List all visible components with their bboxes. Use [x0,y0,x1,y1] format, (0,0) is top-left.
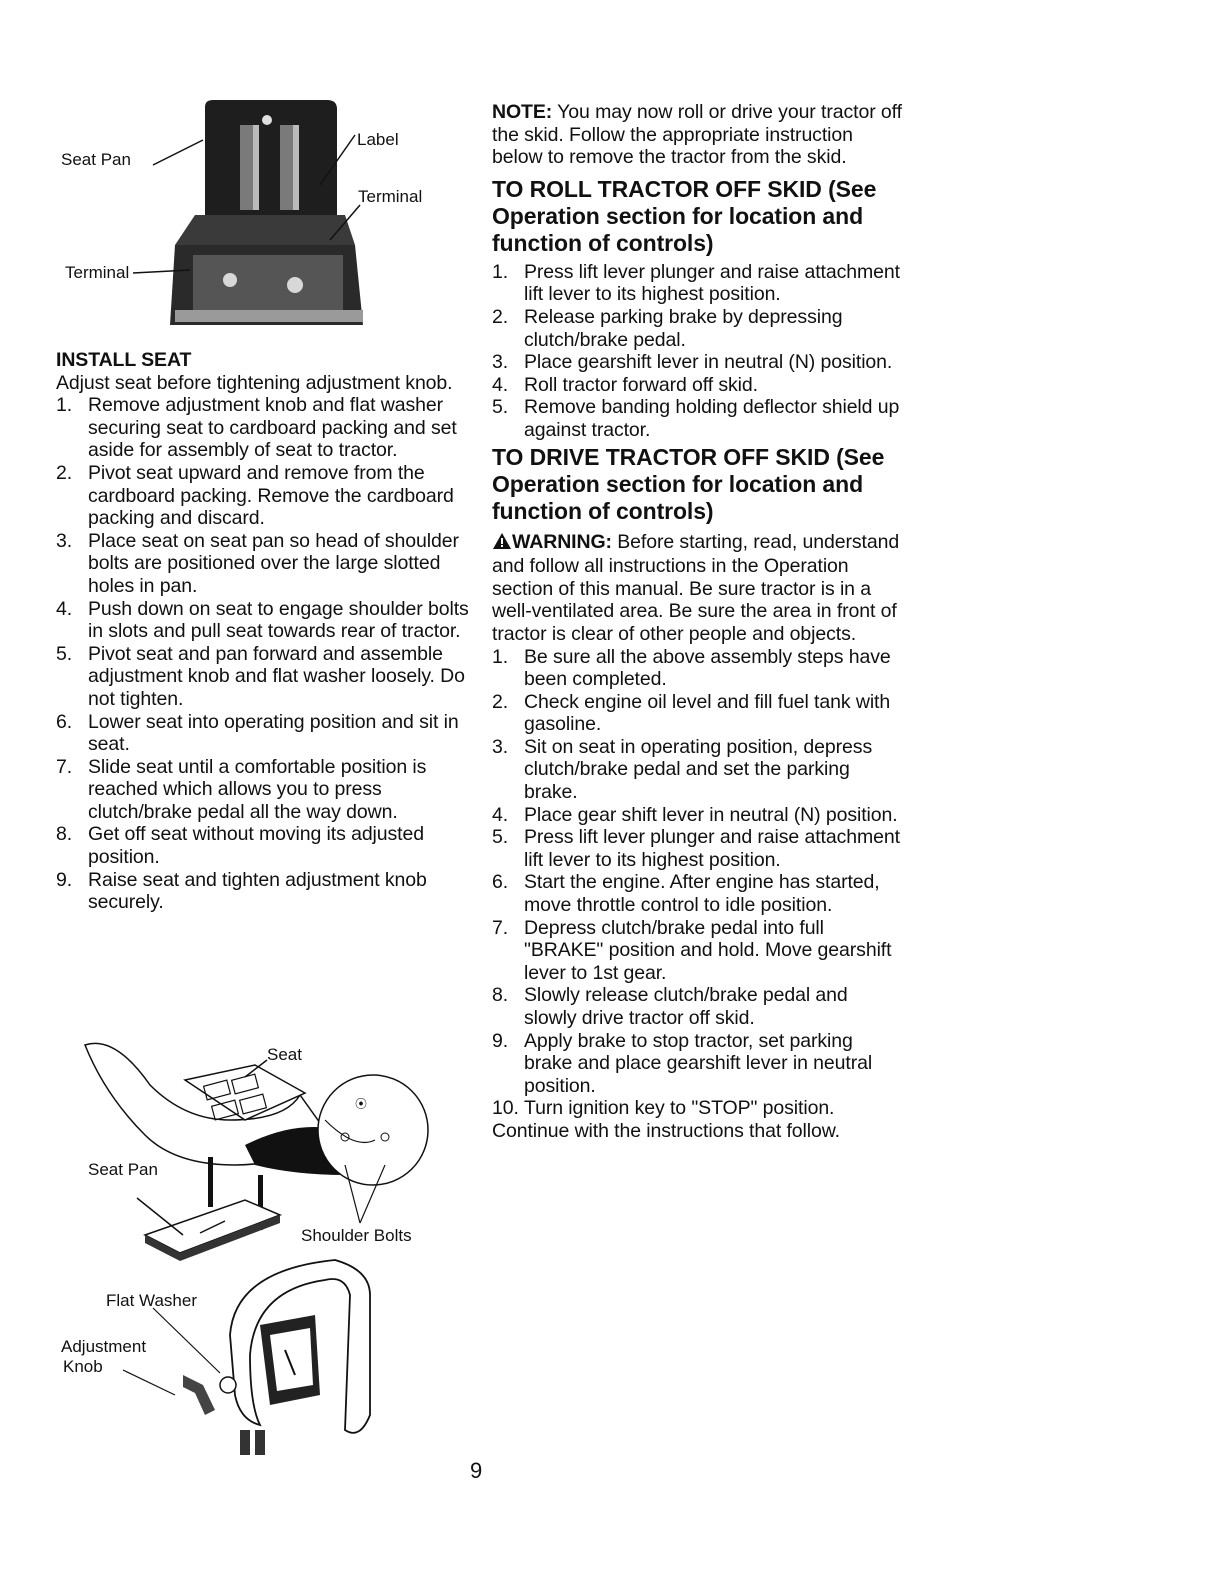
warning-label: WARNING: [512,530,612,553]
step-text: Slide seat until a comfortable position is reached which allows you to press clutch/brake pedal all the way down. [88,755,427,823]
roll-off-heading: TO ROLL TRACTOR OFF SKID (See Operation section for location and function of controls) [492,175,877,256]
list-item [492,1030,902,1098]
step-text: Lower seat into operating position and sit in seat. [88,710,459,756]
step-number: 9. [56,868,73,891]
seat-callout: Seat [267,1045,302,1064]
note-paragraph [492,101,902,169]
step-text: Press lift lever plunger and raise attachment lift lever to its highest position. [524,826,900,871]
list-item [492,396,902,441]
step-number: 4. [56,597,73,620]
step-number: 4. [492,803,509,826]
list-item [492,826,902,871]
list-item [56,756,476,824]
list-item [492,871,902,916]
flat-washer-callout: Flat Washer [106,1291,198,1310]
shoulder-bolts-callout: Shoulder Bolts [301,1226,412,1245]
step-text: Turn ignition key to "STOP" position. [524,1097,835,1120]
step-number: 1. [492,260,509,283]
step-text: Depress clutch/brake pedal into full "BRAKE" position and hold. Move gearshift lever to 1st gear. [524,916,892,984]
step-text: Release parking brake by depressing clutch/brake pedal. [524,305,843,351]
page-number: 9 [470,1458,483,1483]
list-item [492,1097,902,1120]
seat-pan-callout: Seat Pan [61,150,131,169]
adjustment-knob-callout-1: Adjustment [61,1337,147,1356]
note-label: NOTE: [492,101,553,123]
step-text: Remove adjustment knob and flat washer securing seat to cardboard packing and set aside for assembly of seat to tractor. [88,394,457,462]
list-item [56,598,476,643]
step-number: 8. [492,984,509,1007]
step-number: 10. [492,1097,519,1120]
step-number: 4. [492,373,509,396]
list-item [492,736,902,804]
step-text: Roll tractor forward off skid. [524,373,758,396]
step-number: 6. [56,710,73,733]
step-number: 3. [492,351,509,374]
svg-text:⦿: ⦿ [355,1097,368,1111]
warning-text: Before starting, read, understand and follow all instructions in the Operation section of this manual. Be sure tractor is in a well-ventilated area. Be sure the area in front of tractor is clear of other people and objects. [492,530,900,645]
step-number: 7. [56,755,73,778]
step-number: 9. [492,1029,509,1052]
step-text: Be sure all the above assembly steps have been completed. [524,645,891,691]
list-item [492,917,902,985]
list-item [56,711,476,756]
closing-text: Continue with the instructions that follow. [492,1119,840,1142]
step-text: Place gear shift lever in neutral (N) position. [524,803,898,826]
step-text: Place seat on seat pan so head of shoulder bolts are positioned over the large slotted holes in pan. [88,529,459,597]
list-item [492,646,902,691]
step-text: Get off seat without moving its adjusted position. [88,823,424,869]
install-seat-intro: Adjust seat before tightening adjustment knob. [56,371,453,394]
step-number: 8. [56,823,73,846]
step-text: Start the engine. After engine has started, move throttle control to idle position. [524,871,880,917]
list-item [492,984,902,1029]
terminal-right-callout: Terminal [358,187,423,206]
step-number: 6. [492,871,509,894]
drive-off-heading: TO DRIVE TRACTOR OFF SKID (See Operation section for location and function of controls) [492,443,885,524]
step-number: 5. [492,396,509,419]
step-number: 3. [56,529,73,552]
install-seat-heading: INSTALL SEAT [56,349,192,371]
roll-off-steps [492,261,902,442]
install-seat-section [56,349,476,914]
step-text: Slowly release clutch/brake pedal and slowly drive tractor off skid. [524,984,848,1029]
list-item [56,530,476,598]
step-text: Pivot seat upward and remove from the cardboard packing. Remove the cardboard packing and discard. [88,461,454,530]
install-seat-steps [56,394,476,914]
step-text: Raise seat and tighten adjustment knob securely. [88,868,427,914]
list-item [492,374,902,397]
step-number: 1. [492,645,509,668]
step-text: Push down on seat to engage shoulder bolts in slots and pull seat towards rear of tractor. [88,597,469,643]
step-number: 5. [56,642,73,665]
note-text: You may now roll or drive your tractor off the skid. Follow the appropriate instruction below to remove the tractor from the skid. [492,101,902,169]
step-number: 7. [492,916,509,939]
list-item [492,261,902,306]
step-text: Pivot seat and pan forward and assemble adjustment knob and flat washer loosely. Do not tighten. [88,642,465,710]
step-number: 1. [56,394,73,417]
step-text: Sit on seat in operating position, depress clutch/brake pedal and set the parking brake. [524,735,873,804]
list-item [492,306,902,351]
step-number: 2. [492,305,509,328]
seat-pan-callout-2: Seat Pan [88,1160,158,1179]
list-item [56,869,476,914]
step-text: Check engine oil level and fill fuel tank with gasoline. [524,690,891,736]
list-item [492,351,902,374]
seat-install-figure [55,1025,465,1465]
list-item [492,804,902,827]
list-item [56,643,476,711]
list-item [492,691,902,736]
seat-pan-figure [55,95,455,330]
drive-off-steps [492,646,902,1120]
warning-triangle-icon [492,532,512,556]
step-text: Place gearshift lever in neutral (N) position. [524,351,893,374]
step-text: Press lift lever plunger and raise attachment lift lever to its highest position. [524,260,900,306]
list-item [56,823,476,868]
step-text: Remove banding holding deflector shield up against tractor. [524,396,900,441]
label-callout: Label [357,130,399,149]
right-column [492,101,902,1143]
step-number: 5. [492,826,509,849]
step-text: Apply brake to stop tractor, set parking brake and place gearshift lever in neutral position. [524,1029,873,1097]
step-number: 2. [56,461,73,484]
warning-paragraph [492,531,902,646]
step-number: 3. [492,735,509,758]
adjustment-knob-callout-2: Knob [63,1357,103,1376]
list-item [56,462,476,530]
terminal-left-callout: Terminal [65,263,130,282]
list-item [56,394,476,462]
step-number: 2. [492,690,509,713]
